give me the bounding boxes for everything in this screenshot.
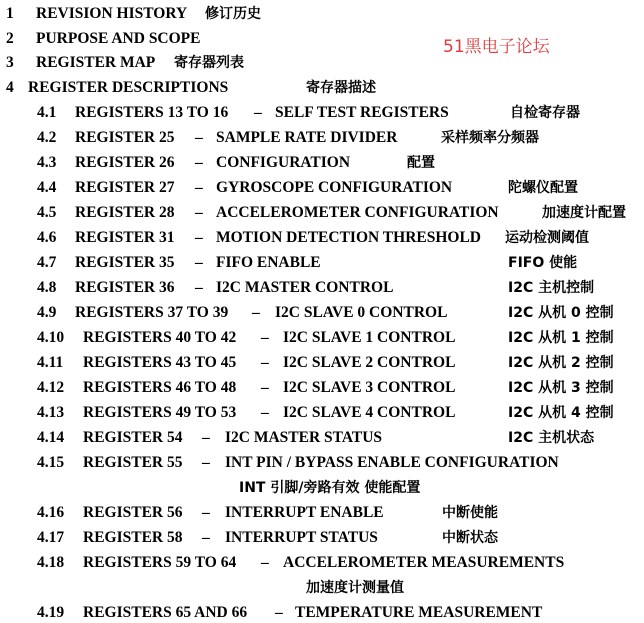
toc-register: REGISTER 25 [75, 129, 175, 146]
toc-number: 4.12 [37, 379, 65, 396]
toc-chinese-title: 陀螺仪配置 [508, 180, 578, 196]
toc-number: 1 [6, 5, 14, 22]
toc-section-name: MOTION DETECTION THRESHOLD [216, 229, 481, 246]
toc-section-name: I2C SLAVE 2 CONTROL [283, 354, 456, 371]
toc-number: 4.10 [37, 329, 65, 346]
toc-chinese-title: I2C 从机 3 控制 [508, 380, 614, 396]
toc-section-name: I2C SLAVE 3 CONTROL [283, 379, 456, 396]
toc-dash: – [202, 429, 210, 446]
toc-chinese-title: I2C 主机状态 [508, 430, 595, 446]
toc-dash: – [261, 404, 269, 421]
toc-chinese-title: 加速度计配置 [542, 205, 626, 221]
toc-dash: – [202, 529, 210, 546]
toc-dash: – [195, 129, 203, 146]
toc-register: REGISTER 26 [75, 154, 175, 171]
toc-register: REGISTERS 43 TO 45 [83, 354, 237, 371]
toc-number: 4.7 [37, 254, 57, 271]
toc-dash: – [195, 154, 203, 171]
toc-chinese-title: I2C 从机 1 控制 [508, 330, 614, 346]
toc-section-name: GYROSCOPE CONFIGURATION [216, 179, 453, 196]
toc-section-name: ACCELEROMETER MEASUREMENTS [283, 554, 565, 571]
toc-chinese-title: 配置 [407, 155, 435, 171]
toc-title: REGISTER MAP [36, 54, 156, 71]
toc-chinese-title: 运动检测阈值 [505, 230, 589, 246]
toc-section-name: I2C MASTER CONTROL [216, 279, 394, 296]
toc-dash: – [261, 329, 269, 346]
toc-dash: – [252, 304, 260, 321]
toc-dash: – [275, 604, 283, 621]
toc-title: REVISION HISTORY [36, 5, 188, 22]
toc-register: REGISTER 56 [83, 504, 183, 521]
toc-register: REGISTER 27 [75, 179, 175, 196]
toc-number: 3 [6, 54, 14, 71]
toc-section-name: FIFO ENABLE [216, 254, 321, 271]
toc-section-name: SAMPLE RATE DIVIDER [216, 129, 398, 146]
toc-section-name: I2C SLAVE 1 CONTROL [283, 329, 456, 346]
toc-section-name: INTERRUPT ENABLE [225, 504, 384, 521]
toc-number: 4.6 [37, 229, 57, 246]
toc-dash: – [195, 179, 203, 196]
toc-register: REGISTER 28 [75, 204, 175, 221]
toc-number: 4.15 [37, 454, 65, 471]
toc-chinese-title: 中断使能 [442, 505, 498, 521]
toc-number: 4.1 [37, 104, 57, 121]
toc-chinese-title: I2C 从机 2 控制 [508, 355, 614, 371]
toc-register: REGISTERS 37 TO 39 [75, 304, 229, 321]
toc-number: 4.13 [37, 404, 65, 421]
toc-dash: – [261, 354, 269, 371]
toc-dash: – [195, 279, 203, 296]
toc-section-name: TEMPERATURE MEASUREMENT [295, 604, 543, 621]
toc-register: REGISTER 36 [75, 279, 175, 296]
toc-register: REGISTER 55 [83, 454, 183, 471]
toc-section-name: INT PIN / BYPASS ENABLE CONFIGURATION [225, 454, 559, 471]
toc-chinese-title: 自检寄存器 [510, 105, 580, 121]
toc-section-name: ACCELEROMETER CONFIGURATION [216, 204, 499, 221]
toc-number: 4 [6, 79, 14, 96]
toc-chinese-title: I2C 主机控制 [508, 280, 595, 296]
toc-number: 2 [6, 30, 14, 47]
watermark: 51黑电子论坛 [443, 37, 550, 57]
toc-title: REGISTER DESCRIPTIONS [28, 79, 229, 96]
toc-section-name: CONFIGURATION [216, 154, 351, 171]
toc-dash: – [261, 554, 269, 571]
toc-dash: – [202, 454, 210, 471]
toc-number: 4.8 [37, 279, 57, 296]
toc-register: REGISTERS 40 TO 42 [83, 329, 237, 346]
toc-chinese-title: 中断状态 [442, 530, 498, 546]
toc-chinese-title: 采样频率分频器 [441, 130, 539, 146]
toc-number: 4.2 [37, 129, 57, 146]
toc-chinese-title: 加速度计测量值 [306, 580, 404, 596]
toc-section-name: SELF TEST REGISTERS [275, 104, 449, 121]
toc-number: 4.4 [37, 179, 57, 196]
toc-dash: – [202, 504, 210, 521]
toc-number: 4.11 [37, 354, 64, 371]
toc-chinese-title: I2C 从机 0 控制 [508, 305, 614, 321]
toc-register: REGISTERS 49 TO 53 [83, 404, 237, 421]
toc-number: 4.9 [37, 304, 57, 321]
toc-section-name: I2C SLAVE 4 CONTROL [283, 404, 456, 421]
toc-dash: – [254, 104, 262, 121]
toc-number: 4.3 [37, 154, 57, 171]
toc-register: REGISTERS 65 AND 66 [83, 604, 248, 621]
toc-dash: – [195, 204, 203, 221]
toc-register: REGISTER 35 [75, 254, 175, 271]
toc-register: REGISTERS 59 TO 64 [83, 554, 237, 571]
toc-number: 4.14 [37, 429, 65, 446]
toc-chinese-title: FIFO 使能 [508, 255, 578, 271]
toc-chinese-title: 寄存器列表 [174, 55, 244, 71]
toc-register: REGISTER 58 [83, 529, 183, 546]
toc-section-name: INTERRUPT STATUS [225, 529, 378, 546]
toc-number: 4.19 [37, 604, 65, 621]
toc-number: 4.5 [37, 204, 57, 221]
toc-register: REGISTERS 13 TO 16 [75, 104, 229, 121]
toc-chinese-title: 寄存器描述 [306, 80, 376, 96]
toc-number: 4.16 [37, 504, 65, 521]
toc-register: REGISTER 54 [83, 429, 183, 446]
toc-dash: – [261, 379, 269, 396]
toc-title: PURPOSE AND SCOPE [36, 30, 201, 47]
toc-dash: – [195, 254, 203, 271]
toc-chinese-title: 修订历史 [205, 6, 261, 22]
toc-section-name: I2C SLAVE 0 CONTROL [275, 304, 448, 321]
toc-register: REGISTER 31 [75, 229, 175, 246]
toc-chinese-title: INT 引脚/旁路有效 使能配置 [239, 480, 421, 496]
toc-number: 4.17 [37, 529, 65, 546]
toc-register: REGISTERS 46 TO 48 [83, 379, 237, 396]
toc-section-name: I2C MASTER STATUS [225, 429, 383, 446]
toc-chinese-title: I2C 从机 4 控制 [508, 405, 614, 421]
toc-number: 4.18 [37, 554, 65, 571]
toc-dash: – [195, 229, 203, 246]
